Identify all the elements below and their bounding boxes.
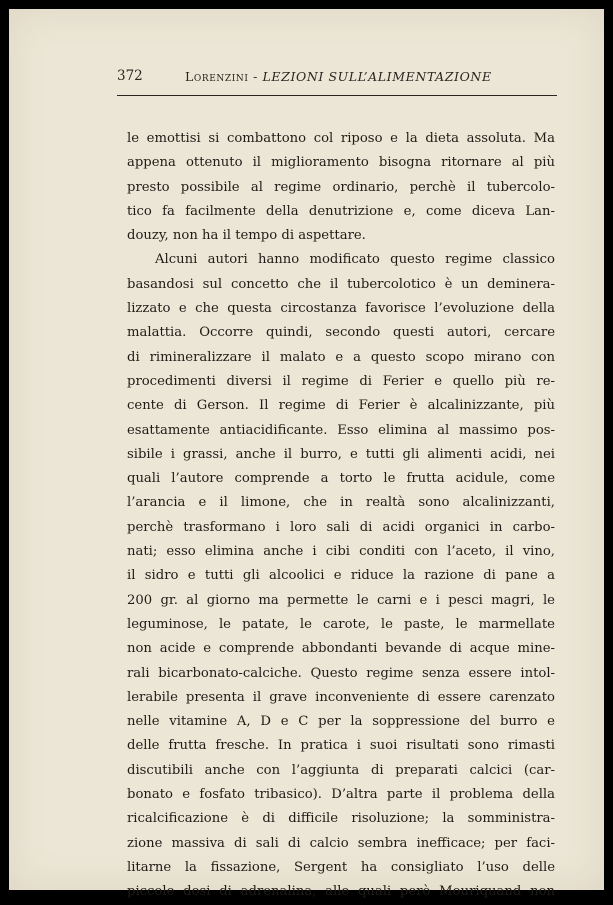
text-line: il sidro e tutti gli alcoolici e riduce la razione di pane a: [127, 568, 555, 584]
text-line: delle frutta fresche. In pratica i suoi risultati sono rimasti: [127, 738, 555, 754]
text-line: piccole dosi di adrenalina, alle quali però Mouriquand non: [127, 884, 555, 900]
text-line: litarne la fissazione, Sergent ha consigliato l’uso delle: [127, 859, 555, 875]
text-line: presto possibile al regime ordinario, perchè il tubercolo-: [127, 179, 555, 195]
text-line: sibile i grassi, anche il burro, e tutti gli alimenti acidi, nei: [127, 446, 555, 462]
paragraph-1: [127, 127, 555, 248]
header-rule: [117, 95, 557, 96]
text-line: esattamente antiacidificante. Esso elimina al massimo pos-: [127, 422, 555, 438]
text-line: lerabile presenta il grave inconveniente di essere carenzato: [127, 689, 555, 705]
text-line: basandosi sul concetto che il tubercolotico è un deminera-: [127, 276, 555, 292]
text-line: douzy, non ha il tempo di aspettare.: [127, 228, 366, 244]
running-head-author: Lorenzini: [185, 69, 249, 84]
text-line: leguminose, le patate, le carote, le paste, le marmellate: [127, 616, 555, 632]
text-line: nelle vitamine A, D e C per la soppressione del burro e: [127, 714, 555, 730]
running-head-separator: -: [248, 69, 263, 84]
text-line: procedimenti diversi il regime di Ferier e quello più re-: [127, 373, 555, 389]
text-line: malattia. Occorre quindi, secondo questi autori, cercare: [127, 325, 555, 341]
running-head-title: LEZIONI SULL’ALIMENTAZIONE: [262, 69, 492, 84]
text-line: bonato e fosfato tribasico). D’altra parte il problema della: [127, 787, 555, 803]
text-line: quali l’autore comprende a torto le frutta acidule, come: [127, 471, 555, 487]
text-line: non acide e comprende abbondanti bevande di acque mine-: [127, 641, 555, 657]
text-line: l’arancia e il limone, che in realtà sono alcalinizzanti,: [127, 495, 555, 511]
text-line: ricalcificazione è di difficile risoluzione; la somministra-: [127, 811, 555, 827]
text-line: perchè trasformano i loro sali di acidi organici in carbo-: [127, 519, 555, 535]
body-text: [127, 127, 555, 905]
text-line: nati; esso elimina anche i cibi conditi con l’aceto, il vino,: [127, 544, 555, 560]
paragraph-2: [127, 248, 555, 904]
text-line: cente di Gerson. Il regime di Ferier è alcalinizzante, più: [127, 398, 555, 414]
running-head: [185, 69, 492, 84]
book-page: [9, 9, 604, 900]
text-line: Alcuni autori hanno modificato questo regime classico: [155, 252, 555, 268]
text-line: le emottisi si combattono col riposo e la dieta assoluta. Ma: [127, 131, 555, 146]
text-line: zione massiva di sali di calcio sembra inefficace; per faci-: [127, 835, 555, 851]
text-line: 200 gr. al giorno ma permette le carni e i pesci magri, le: [127, 592, 555, 608]
text-line: lizzato e che questa circostanza favorisce l’evoluzione della: [127, 301, 555, 317]
text-line: discutibili anche con l’aggiunta di preparati calcici (car-: [127, 762, 555, 778]
text-line: tico fa facilmente della denutrizione e, come diceva Lan-: [127, 203, 555, 219]
text-line: di rimineralizzare il malato e a questo scopo mirano con: [127, 349, 555, 365]
text-line: rali bicarbonato-calciche. Questo regime senza essere intol-: [127, 665, 555, 681]
text-line: appena ottenuto il miglioramento bisogna ritornare al più: [127, 155, 555, 171]
page-number: 372: [117, 68, 143, 84]
